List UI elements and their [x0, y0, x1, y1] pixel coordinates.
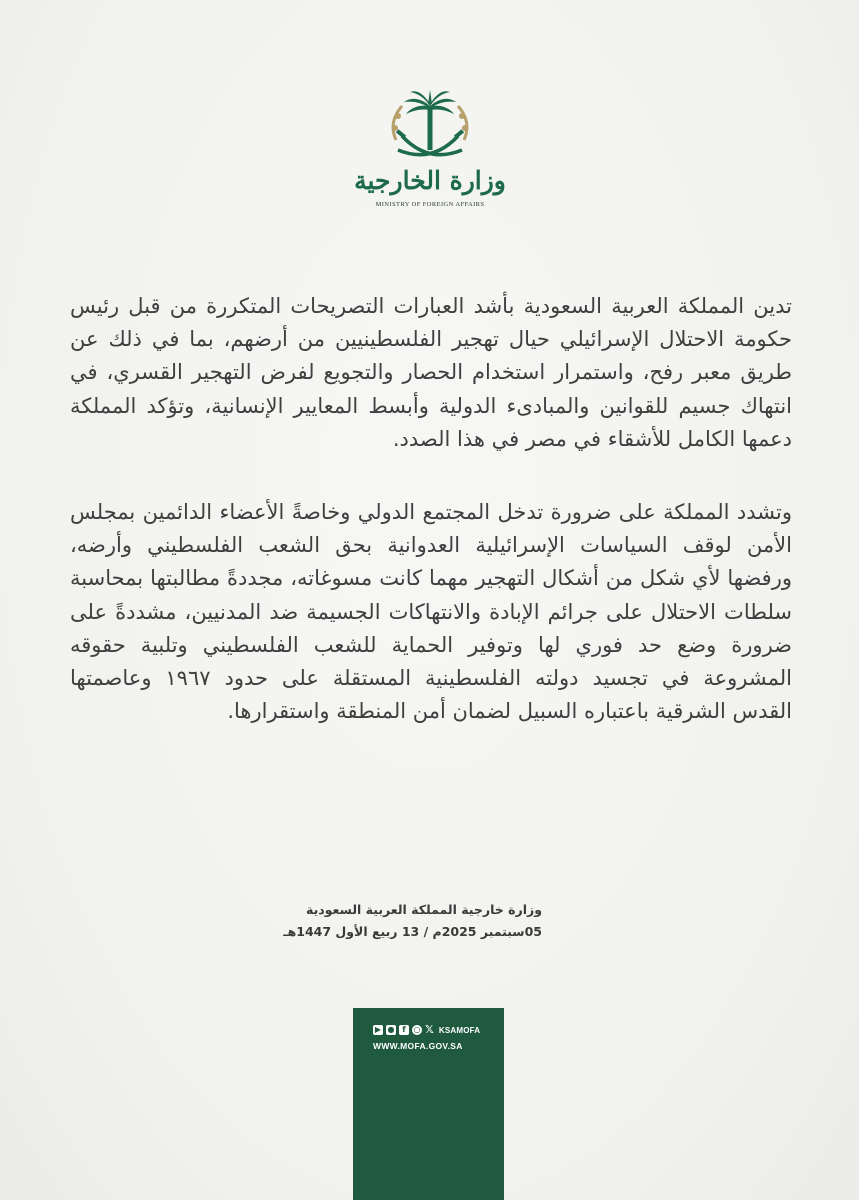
statement-paragraph-2: وتشدد المملكة على ضرورة تدخل المجتمع الدولي وخاصةً الأعضاء الدائمين بمجلس الأمن لوقف السياسات الإسرائيلية العدوانية بحق الشعب الفلسطيني وأرضه، ورفضها لأي شكل من أشكال التهجير مهما كانت مسوغاته، مجددةً مطالبتها بمحاسبة سلطات الاحتلال على جرائم الإبادة والانتهاكات الجسيمة ضد المدنيين، مشددةً على ضرورة وضع حد فوري لها وتوفير الحماية للشعب الفلسطيني وتلبية حقوقه المشروعة في تجسيد دولته الفلسطينية المستقلة على حدود ١٩٦٧ وعاصمتها القدس الشرقية باعتباره السبيل لضمان أمن المنطقة واستقرارها.: [70, 500, 792, 724]
x-icon[interactable]: 𝕏: [425, 1023, 434, 1036]
ministry-name-english: MINISTRY OF FOREIGN AFFAIRS: [375, 201, 485, 208]
website-link[interactable]: WWW.MOFA.GOV.SA: [373, 1041, 463, 1051]
ministry-name-arabic: وزارة الخارجية: [354, 166, 506, 195]
signature-issuer: وزارة خارجية المملكة العربية السعودية: [306, 902, 542, 917]
saudi-emblem-icon: [378, 88, 482, 170]
social-handle[interactable]: KSAMOFA: [438, 1025, 481, 1035]
snapchat-icon[interactable]: ●: [387, 1025, 395, 1034]
signature-date: 05سبتمبر 2025م / 13 ربيع الأول 1447هـ: [283, 924, 542, 939]
statement-paragraph-1: تدين المملكة العربية السعودية بأشد العبارات التصريحات المتكررة من قبل رئيس حكومة الاحتلال الإسرائيلي حيال تهجير الفلسطينيين من أرضهم، بما في ذلك عن طريق معبر رفح، واستمرار استخدام الحصار والتجويع لفرض التهجير القسري، في انتهاك جسيم للقوانين والمبادىء الدولية وأبسط المعايير الإنسانية، وتؤكد المملكة دعمها الكامل للأشقاء في مصر في هذا الصدد.: [70, 294, 792, 451]
facebook-icon[interactable]: f: [399, 1025, 409, 1035]
footer-contact-box: [353, 1008, 504, 1200]
youtube-icon[interactable]: ▶: [374, 1025, 382, 1034]
instagram-icon[interactable]: ○: [413, 1025, 421, 1034]
social-links: [373, 1024, 480, 1036]
statement-body: [70, 290, 792, 728]
signature-block: [280, 899, 542, 943]
